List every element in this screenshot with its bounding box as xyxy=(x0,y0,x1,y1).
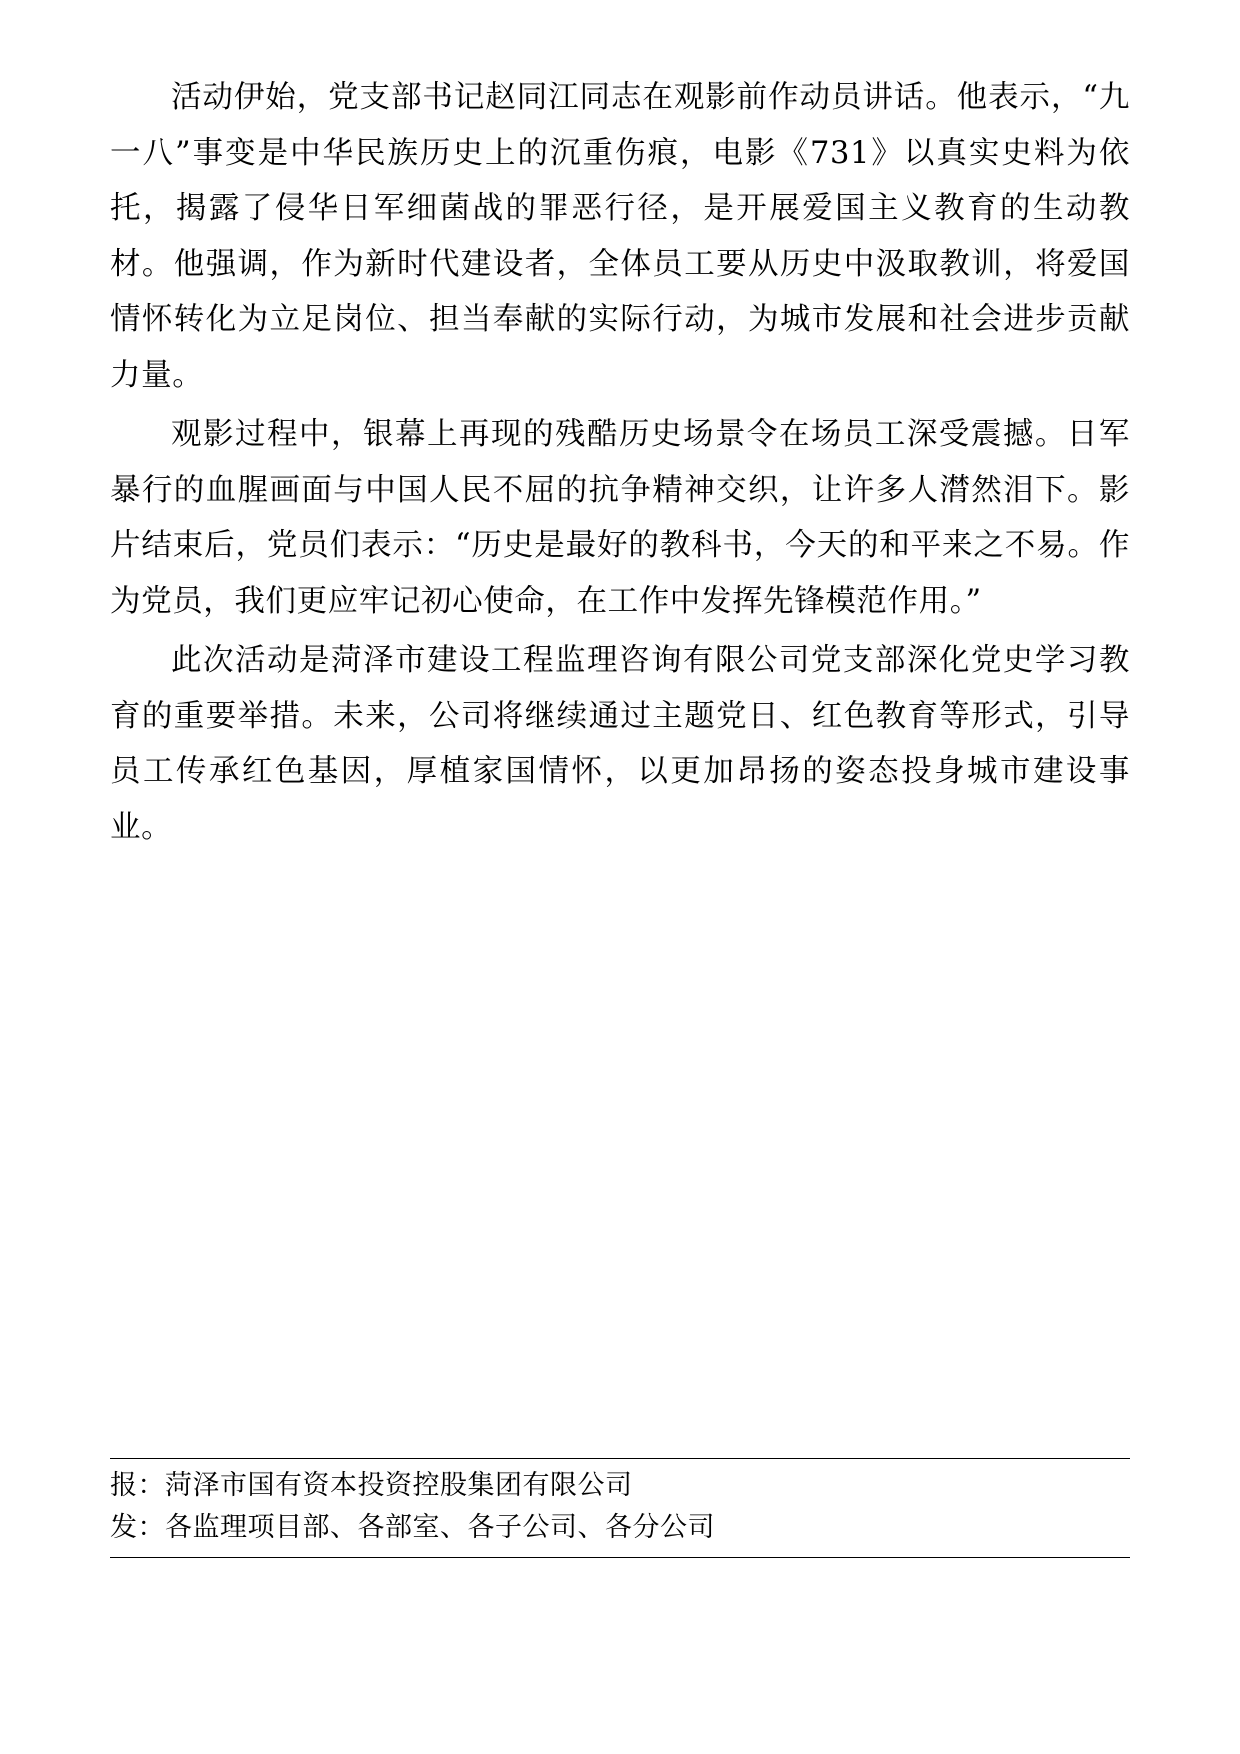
paragraph-3: 此次活动是菏泽市建设工程监理咨询有限公司党支部深化党史学习教育的重要举措。未来，公司将继续通过主题党日、红色教育等形式，引导员工传承红色基因，厚植家国情怀，以更加昂扬的姿态投身城市建设事业。 xyxy=(110,643,1130,845)
footer-bottom-divider xyxy=(110,1557,1130,1558)
document-footer xyxy=(110,1458,1130,1558)
document-body xyxy=(110,70,1130,855)
paragraph-2: 观影过程中，银幕上再现的残酷历史场景令在场员工深受震撼。日军暴行的血腥画面与中国人民不屈的抗争精神交织，让许多人潸然泪下。影片结束后，党员们表示：“历史是最好的教科书，今天的和平来之不易。作为党员，我们更应牢记初心使命，在工作中发挥先锋模范作用。” xyxy=(110,417,1130,619)
footer-distribute-line: 发：各监理项目部、各部室、各子公司、各分公司 xyxy=(110,1512,715,1544)
footer-lines xyxy=(110,1459,1130,1557)
footer-report-line: 报：菏泽市国有资本投资控股集团有限公司 xyxy=(110,1470,633,1502)
paragraph-1: 活动伊始，党支部书记赵同江同志在观影前作动员讲话。他表示，“九一八”事变是中华民族历史上的沉重伤痕，电影《731》以真实史料为依托，揭露了侵华日军细菌战的罪恶行径，是开展爱国主义教育的生动教材。他强调，作为新时代建设者，全体员工要从历史中汲取教训，将爱国情怀转化为立足岗位、担当奉献的实际行动，为城市发展和社会进步贡献力量。 xyxy=(110,80,1130,393)
